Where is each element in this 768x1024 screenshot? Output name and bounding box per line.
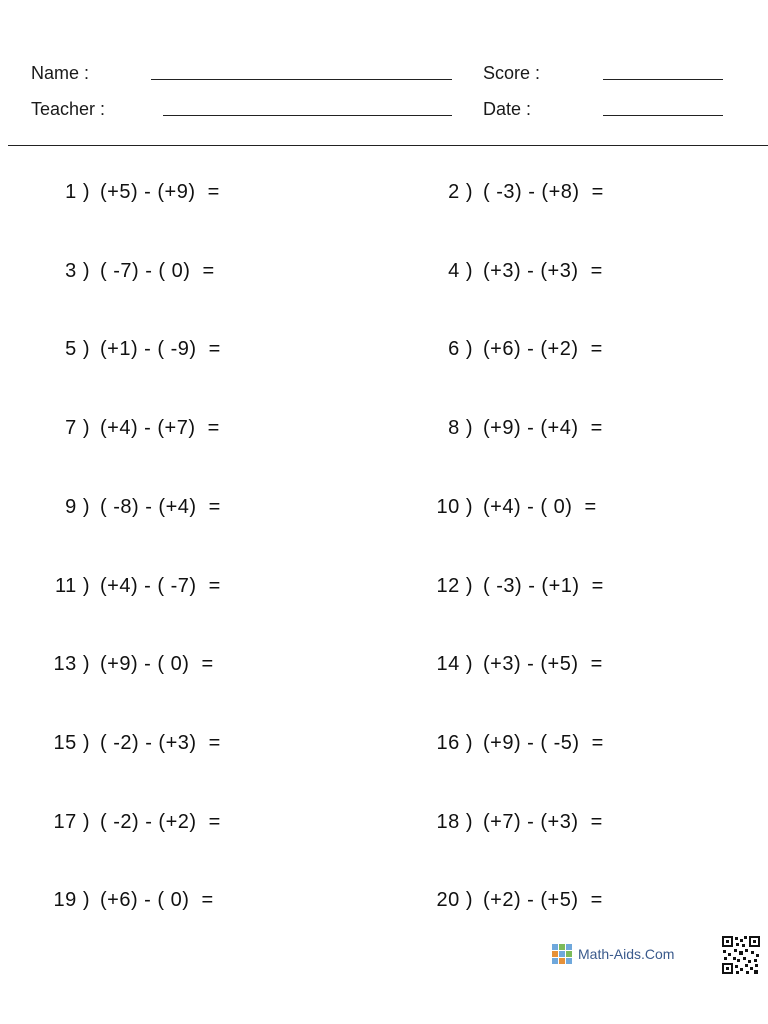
problem-expression: ( -3) - (+1) =	[483, 575, 604, 597]
problem-expression: (+2) - (+5) =	[483, 889, 603, 911]
problem-number: 3 )	[65, 260, 90, 282]
problem-expression: (+1) - ( -9) =	[100, 338, 221, 360]
problem-expression: (+3) - (+3) =	[483, 260, 603, 282]
problem-expression: ( -2) - (+2) =	[100, 811, 221, 833]
problem-expression: ( -2) - (+3) =	[100, 732, 221, 754]
name-label: Name :	[31, 63, 90, 83]
problem-number: 9 )	[65, 496, 90, 518]
problem-number: 19 )	[53, 889, 90, 911]
problem-number: 5 )	[65, 338, 90, 360]
problem-number: 16 )	[436, 732, 473, 754]
problem-number: 7 )	[65, 417, 90, 439]
problem-item	[40, 259, 215, 283]
problem-item	[423, 731, 604, 755]
problem-item	[40, 495, 221, 519]
score-label: Score :	[483, 63, 541, 83]
problem-item	[40, 416, 220, 440]
problem-item	[423, 180, 604, 204]
problem-item	[40, 888, 214, 912]
problem-expression: (+7) - (+3) =	[483, 811, 603, 833]
math-aids-branding	[552, 944, 674, 964]
date-label: Date :	[483, 99, 532, 119]
problem-expression: (+4) - ( 0) =	[483, 496, 597, 518]
problem-number: 4 )	[448, 260, 473, 282]
problem-item	[40, 574, 221, 598]
problem-number: 20 )	[436, 889, 473, 911]
problem-item	[423, 337, 603, 361]
problem-item	[40, 180, 220, 204]
problem-number: 8 )	[448, 417, 473, 439]
problem-item	[40, 337, 221, 361]
problem-expression: ( -3) - (+8) =	[483, 181, 604, 203]
problem-number: 13 )	[53, 653, 90, 675]
problem-expression: (+6) - ( 0) =	[100, 889, 214, 911]
problem-item	[423, 574, 604, 598]
problem-expression: (+9) - ( -5) =	[483, 732, 604, 754]
problem-number: 10 )	[436, 496, 473, 518]
problem-expression: (+4) - ( -7) =	[100, 575, 221, 597]
problem-number: 1 )	[65, 181, 90, 203]
problem-expression: (+4) - (+7) =	[100, 417, 220, 439]
problem-number: 14 )	[436, 653, 473, 675]
qr-code-icon	[721, 935, 761, 975]
math-aids-logo-icon	[552, 944, 572, 964]
problem-item	[423, 652, 603, 676]
problem-item	[423, 810, 603, 834]
problem-item	[423, 888, 603, 912]
problem-item	[423, 495, 597, 519]
problem-number: 17 )	[53, 811, 90, 833]
problem-item	[40, 731, 221, 755]
problem-number: 6 )	[448, 338, 473, 360]
problem-item	[423, 259, 603, 283]
problem-number: 11 )	[55, 575, 90, 597]
problem-item	[40, 810, 221, 834]
problem-expression: ( -7) - ( 0) =	[100, 260, 215, 282]
problem-number: 18 )	[436, 811, 473, 833]
problem-expression: (+9) - (+4) =	[483, 417, 603, 439]
problem-expression: (+9) - ( 0) =	[100, 653, 214, 675]
problem-expression: (+6) - (+2) =	[483, 338, 603, 360]
problem-number: 12 )	[436, 575, 473, 597]
problem-expression: (+5) - (+9) =	[100, 181, 220, 203]
problem-item	[40, 652, 214, 676]
brand-text: Math-Aids.Com	[578, 946, 675, 962]
teacher-label: Teacher :	[31, 99, 106, 119]
problem-number: 2 )	[448, 181, 473, 203]
problem-expression: ( -8) - (+4) =	[100, 496, 221, 518]
problem-number: 15 )	[53, 732, 90, 754]
problem-item	[423, 416, 603, 440]
problem-expression: (+3) - (+5) =	[483, 653, 603, 675]
